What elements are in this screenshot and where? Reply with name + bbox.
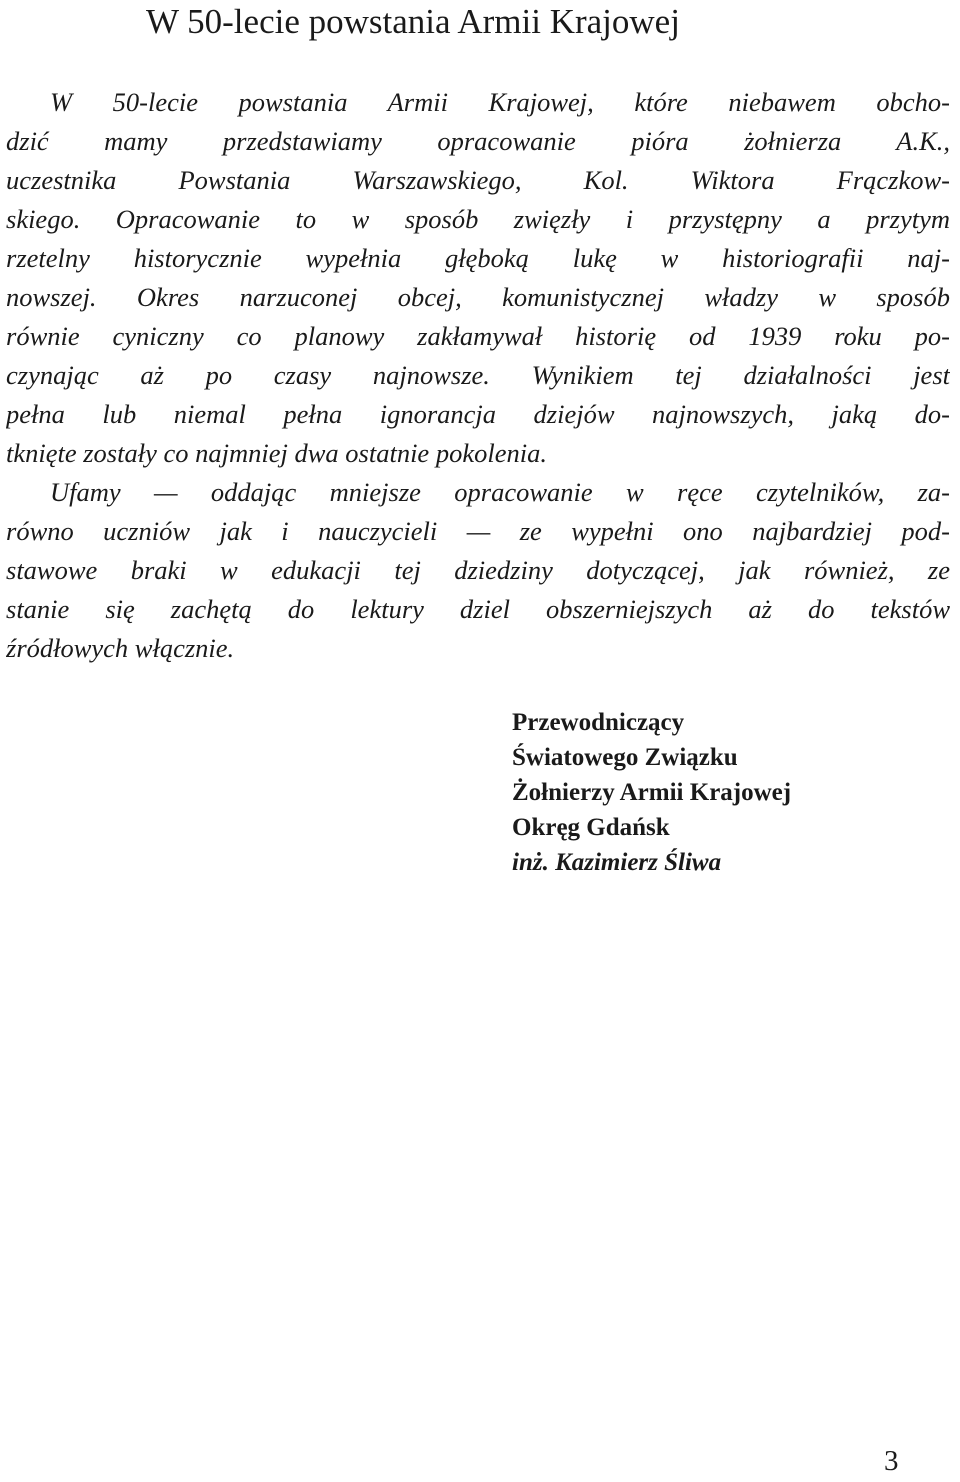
text-line: stanie się zachętą do lektury dziel obszerniejszych aż do tekstów [6,594,950,624]
signature-district: Okręg Gdańsk [512,814,670,841]
text-line: dzić mamy przedstawiamy opracowanie pióra żołnierza A.K., [6,126,950,156]
text-line: tknięte zostały co najmniej dwa ostatnie pokolenia. [6,438,547,468]
text-line: pełna lub niemal pełna ignorancja dziejów najnowszych, jaką do- [6,399,950,429]
text-line: źródłowych włącznie. [6,633,235,663]
text-line: nowszej. Okres narzuconej obcej, komunistycznej władzy w sposób [6,282,950,312]
page-number: 3 [884,1445,899,1477]
text-line: rzetelny historycznie wypełnia głęboką lukę w historiografii naj- [6,243,950,273]
signature-name: inż. Kazimierz Śliwa [512,849,722,876]
signature-organization: Światowego Związku [512,744,738,771]
text-line: stawowe braki w edukacji tej dziedziny dotyczącej, jak również, ze [6,555,950,585]
signature-organization-cont: Żołnierzy Armii Krajowej [512,779,792,806]
signature-block [512,705,791,880]
page-title: W 50-lecie powstania Armii Krajowej [146,2,680,41]
text-line: równie cyniczny co planowy zakłamywał historię od 1939 roku po- [6,321,950,351]
text-line: czynając aż po czasy najnowsze. Wynikiem tej działalności jest [6,360,950,390]
text-line: równo uczniów jak i nauczycieli — ze wypełni ono najbardziej pod- [6,516,950,546]
text-line: uczestnika Powstania Warszawskiego, Kol. Wiktora Frączkow- [6,165,950,195]
signature-title: Przewodniczący [512,709,685,736]
text-line: Ufamy — oddając mniejsze opracowanie w ręce czytelników, za- [50,477,950,507]
text-line: W 50-lecie powstania Armii Krajowej, które niebawem obcho- [50,87,950,117]
closing-paragraph [6,473,950,668]
introduction-paragraph [6,83,950,473]
text-line: skiego. Opracowanie to w sposób zwięzły i przystępny a przytym [6,204,950,234]
